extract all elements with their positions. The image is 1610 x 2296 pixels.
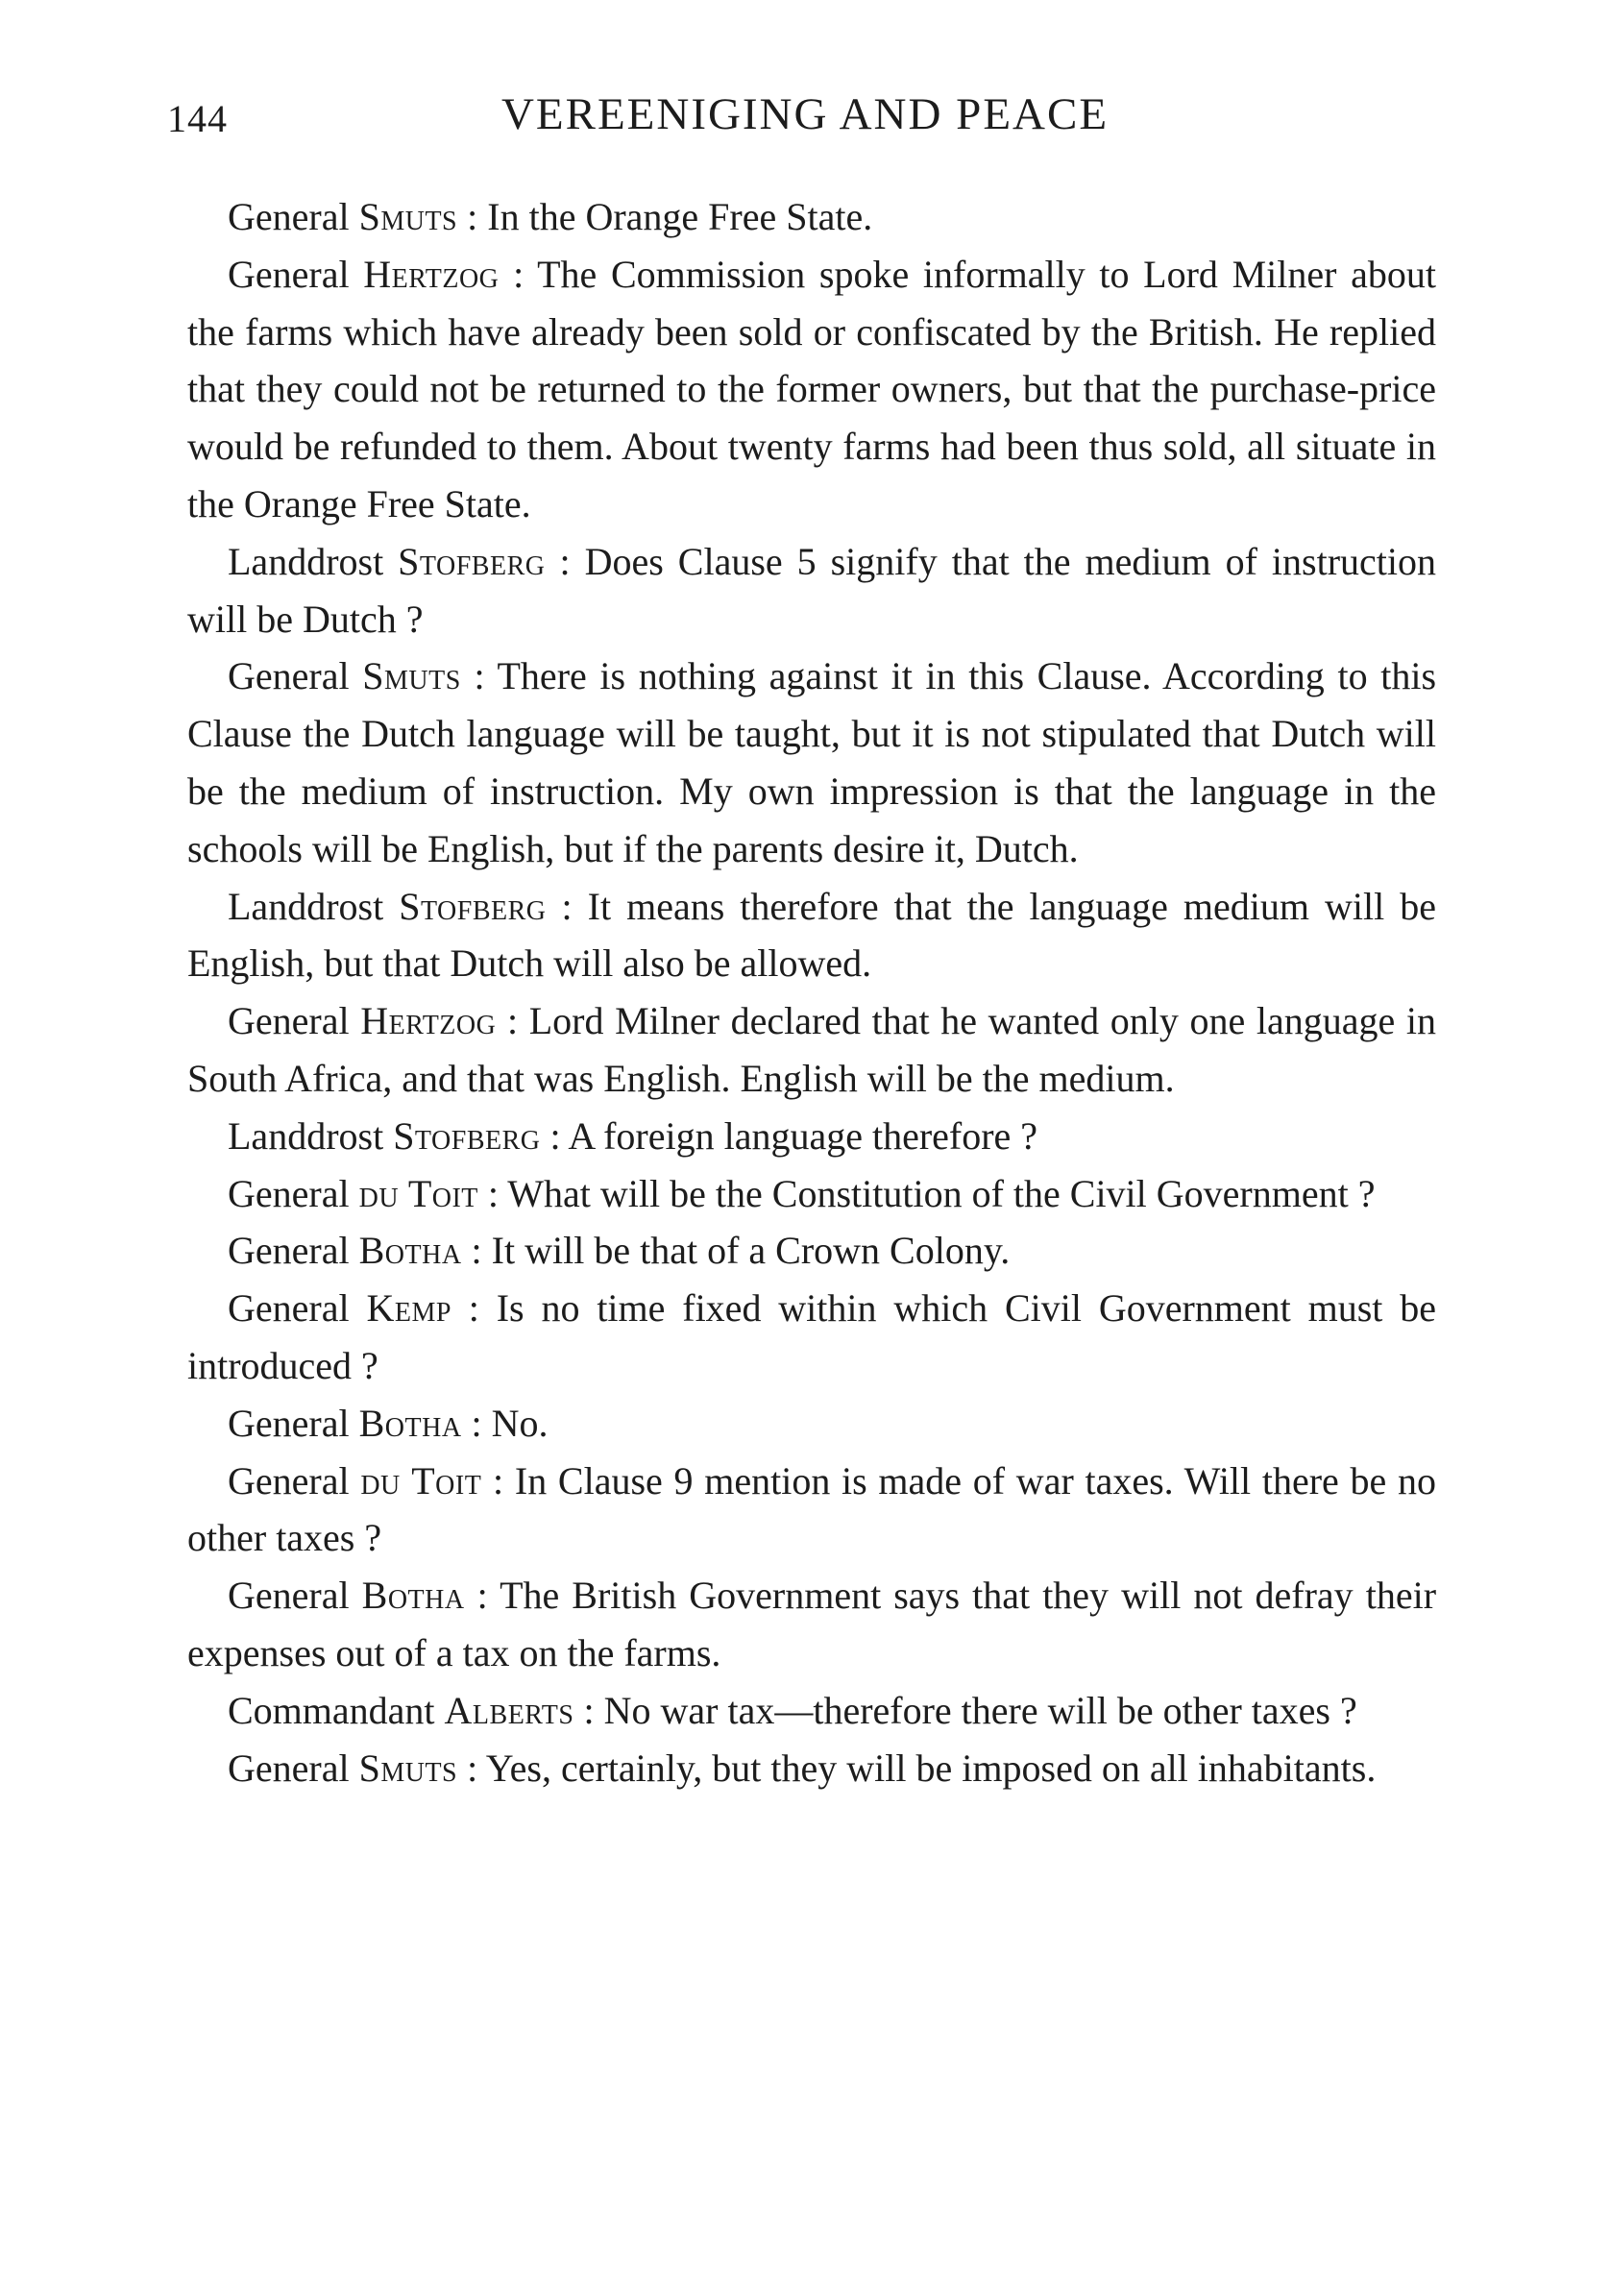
dialogue-paragraph bbox=[187, 1567, 1436, 1682]
speech-text: Yes, certainly, but they will be imposed on all inhabitants. bbox=[485, 1746, 1377, 1790]
speaker-title: General bbox=[228, 1574, 350, 1618]
dialogue-paragraph bbox=[187, 1165, 1436, 1223]
dialogue-paragraph bbox=[187, 1108, 1436, 1165]
speaker-separator: : bbox=[545, 539, 585, 583]
speaker-name: Hertzog bbox=[363, 252, 500, 296]
speech-text: The Commission spoke informally to Lord Milner about the farms which have already been sold or confiscated by the British. He replied that they could not be returned to the former owners, but that the purchase-price would be refunded to them. About twenty farms had been thus sold, all situate in the Orange Free State. bbox=[187, 252, 1436, 525]
speaker-title: General bbox=[228, 1746, 350, 1790]
speaker-title: General bbox=[228, 999, 350, 1043]
dialogue-paragraph bbox=[187, 647, 1436, 877]
speaker-separator: : bbox=[464, 1574, 500, 1618]
speaker-separator: : bbox=[461, 1401, 492, 1445]
page-header bbox=[167, 88, 1443, 156]
speaker-separator: : bbox=[481, 1458, 515, 1502]
speaker-name: Botha bbox=[358, 1229, 462, 1273]
speech-text: Is no time fixed within which Civil Government must be introduced ? bbox=[187, 1286, 1437, 1387]
speaker-name: du Toit bbox=[360, 1458, 482, 1502]
speech-text: What will be the Constitution of the Civil Government ? bbox=[507, 1171, 1376, 1215]
speaker-name: Botha bbox=[358, 1401, 462, 1445]
dialogue-paragraph bbox=[187, 1222, 1436, 1280]
dialogue-paragraph bbox=[187, 246, 1436, 533]
speaker-name: Smuts bbox=[362, 654, 461, 698]
speaker-title: General bbox=[228, 654, 350, 698]
speech-text: It means therefore that the language medium will be English, but that Dutch will also be allowed. bbox=[187, 884, 1436, 986]
speaker-title: General bbox=[228, 1286, 350, 1331]
speaker-separator: : bbox=[546, 884, 588, 928]
speaker-title: Landdrost bbox=[228, 1113, 384, 1158]
speaker-name: Kemp bbox=[366, 1286, 451, 1331]
dialogue-paragraph bbox=[187, 1395, 1436, 1453]
dialogue-paragraph bbox=[187, 1453, 1436, 1568]
body-text bbox=[187, 188, 1436, 1796]
speaker-title: General bbox=[228, 1229, 350, 1273]
speaker-separator: : bbox=[540, 1113, 569, 1158]
speech-text: A foreign language therefore ? bbox=[568, 1113, 1038, 1158]
speaker-separator: : bbox=[496, 999, 529, 1043]
speaker-separator: : bbox=[477, 1171, 508, 1215]
speaker-title: General bbox=[228, 1401, 350, 1445]
page-number: 144 bbox=[167, 97, 228, 140]
speaker-separator: : bbox=[457, 195, 488, 238]
speaker-name: Stofberg bbox=[398, 539, 546, 583]
speech-text: There is nothing against it in this Clause. According to this Clause the Dutch language will be taught, but it is not stipulated that Dutch will be the medium of instruction. My own impression is that the language in the schools will be English, but if the parents desire it, Dutch. bbox=[187, 654, 1437, 870]
dialogue-paragraph bbox=[187, 1740, 1436, 1797]
dialogue-paragraph bbox=[187, 533, 1436, 648]
speaker-title: General bbox=[228, 1171, 350, 1215]
speaker-name: du Toit bbox=[358, 1171, 478, 1215]
dialogue-paragraph bbox=[187, 992, 1436, 1108]
speaker-name: Alberts bbox=[444, 1688, 574, 1732]
speaker-separator: : bbox=[499, 252, 538, 296]
speaker-name: Smuts bbox=[358, 1746, 458, 1790]
speaker-separator: : bbox=[460, 654, 498, 698]
speaker-title: Landdrost bbox=[228, 539, 384, 583]
running-head: VEREENIGING AND PEACE bbox=[500, 89, 1110, 139]
speech-text: It will be that of a Crown Colony. bbox=[491, 1229, 1011, 1273]
speaker-title: Landdrost bbox=[228, 884, 384, 928]
speech-text: No war tax—therefore there will be other taxes ? bbox=[603, 1688, 1357, 1732]
speech-text: In Clause 9 mention is made of war taxes. Will there be no other taxes ? bbox=[187, 1458, 1436, 1560]
speech-text: No. bbox=[491, 1401, 549, 1445]
speech-text: Lord Milner declared that he wanted only one language in South Africa, and that was English. English will be the medium. bbox=[187, 999, 1436, 1100]
speaker-name: Stofberg bbox=[399, 884, 547, 928]
speaker-name: Hertzog bbox=[360, 999, 497, 1043]
speaker-separator: : bbox=[457, 1746, 486, 1790]
speaker-title: General bbox=[228, 252, 350, 296]
speaker-title: General bbox=[228, 1458, 350, 1502]
speaker-title: Commandant bbox=[228, 1688, 435, 1732]
speaker-separator: : bbox=[451, 1286, 497, 1331]
speaker-separator: : bbox=[573, 1688, 604, 1732]
speaker-name: Stofberg bbox=[393, 1113, 541, 1158]
speaker-title: General bbox=[228, 195, 350, 238]
dialogue-paragraph bbox=[187, 1682, 1436, 1740]
speech-text: The British Government says that they will not defray their expenses out of a tax on the farms. bbox=[187, 1574, 1437, 1674]
speech-text: Does Clause 5 signify that the medium of instruction will be Dutch ? bbox=[187, 539, 1436, 641]
dialogue-paragraph bbox=[187, 878, 1436, 993]
speaker-name: Botha bbox=[361, 1574, 465, 1618]
speaker-separator: : bbox=[461, 1229, 492, 1273]
dialogue-paragraph bbox=[187, 188, 1436, 246]
dialogue-paragraph bbox=[187, 1280, 1436, 1395]
speaker-name: Smuts bbox=[358, 195, 458, 238]
speech-text: In the Orange Free State. bbox=[487, 195, 873, 238]
